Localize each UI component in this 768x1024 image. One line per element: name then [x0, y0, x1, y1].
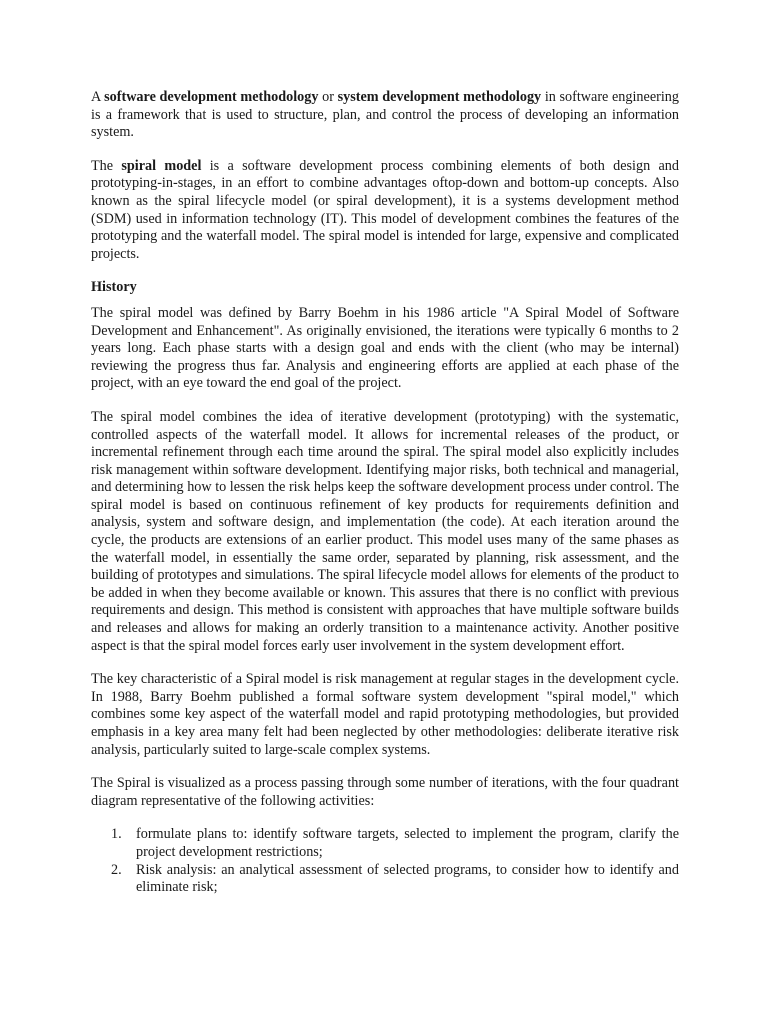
document-body [91, 89, 679, 897]
term-software-development-methodology: software development methodology [104, 89, 319, 105]
p2-text-a: The [91, 157, 122, 174]
risk-paragraph: The key characteristic of a Spiral model is risk management at regular stages in the development cycle. In 1988, Barry Boehm published a formal software system development "spiral model," which combines some key aspect of the waterfall model and rapid prototyping methodologies, but provided emphasis in a key area many felt had been neglected by other methodologies: deliberate iterative risk analysis, particularly suited to large-scale complex systems. [91, 671, 679, 758]
spiral-definition-paragraph [91, 158, 679, 264]
term-system-development-methodology: system development methodology [337, 89, 542, 105]
list-item-number: 1. [111, 826, 122, 843]
p1-text-d: in software engineering is a framework that is used to structure, plan, and control the process of developing an information system. [91, 89, 679, 141]
p1-text-a: A [91, 89, 105, 105]
term-spiral-model: spiral model [121, 157, 202, 174]
history-paragraph: The spiral model was defined by Barry Boehm in his 1986 article "A Spiral Model of Software Development and Enhancement". As originally envisioned, the iterations were typically 6 months to 2 years long. Each phase starts with a design goal and ends with the client (who may be internal) reviewing the progress thus far. Analysis and engineering efforts are applied at each phase of the project, with an eye toward the end goal of the project. [91, 304, 679, 392]
list-item-number: 2. [111, 861, 122, 878]
history-heading: History [91, 279, 137, 296]
list-item [91, 862, 679, 897]
activities-list [91, 826, 679, 896]
visualization-paragraph: The Spiral is visualized as a process passing through some number of iterations, with the four quadrant diagram representative of the following activities: [91, 775, 679, 809]
p2-text-c: is a software development process combining elements of both design and prototyping-in-stages, in an effort to combine advantages oftop-down and bottom-up concepts. Also known as the spiral lifecycle model (or spiral development), it is a systems development method (SDM) used in information technology (IT). This model of development combines the features of the prototyping and the waterfall model. The spiral model is intended for large, expensive and complicated projects. [91, 157, 679, 262]
combination-paragraph: The spiral model combines the idea of iterative development (prototyping) with the systematic, controlled aspects of the waterfall model. It allows for incremental releases of the product, or incremental refinement through each time around the spiral. The spiral model also explicitly includes risk management within software development. Identifying major risks, both technical and managerial, and determining how to lessen the risk helps keep the software development process under control. The spiral model is based on continuous refinement of key products for requirements definition and analysis, system and software design, and implementation (the code). At each iteration around the cycle, the products are extensions of an earlier product. This model uses many of the same phases as the waterfall model, in essentially the same order, separated by planning, risk assessment, and the building of prototypes and simulations. The spiral lifecycle model allows for elements of the product to be added in when they become available or known. This assures that there is no conflict with previous requirements and design. This method is consistent with approaches that have multiple software builds and releases and allows for making an orderly transition to a maintenance activity. Another positive aspect is that the spiral model forces early user involvement in the system development effort. [91, 408, 679, 654]
list-item-text: Risk analysis: an analytical assessment of selected programs, to consider how to identify and eliminate risk; [136, 861, 679, 896]
list-item [91, 826, 679, 861]
list-item-text: formulate plans to: identify software targets, selected to implement the program, clarify the project development restrictions; [136, 826, 679, 860]
intro-paragraph [91, 89, 679, 142]
p1-text-c: or [318, 89, 338, 105]
